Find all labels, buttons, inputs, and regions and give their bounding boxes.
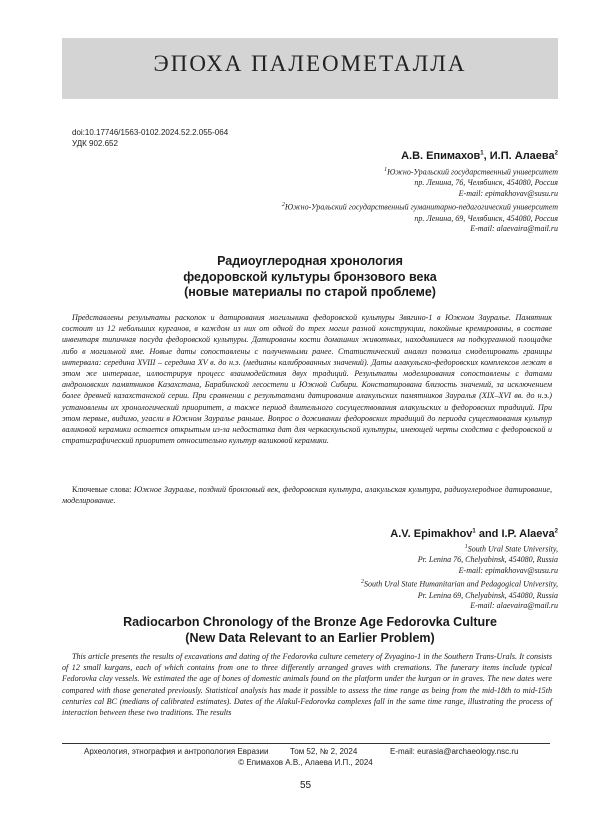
aff-email[interactable]: E-mail: epimakhovav@susu.ru: [458, 566, 558, 576]
footer-copyright: © Епимахов А.В., Алаева И.П., 2024: [238, 758, 373, 767]
en-article-title: Radiocarbon Chronology of the Bronze Age Fedorovka Culture (New Data Relevant to an Earlier Problem): [123, 615, 497, 645]
aff-email[interactable]: E-mail: epimakhovav@susu.ru: [458, 189, 558, 199]
aff-email[interactable]: E-mail: alaevaira@mail.ru: [470, 224, 558, 234]
aff-line: пр. Ленина, 69, Челябинск, 454080, Россия: [414, 213, 558, 223]
aff-line: Pr. Lenina 76, Chelyabinsk, 454080, Russia: [417, 555, 558, 565]
aff-line: Pr. Lenina 69, Chelyabinsk, 454080, Russia: [417, 590, 558, 600]
en-authors: A.V. Epimakhov$^1$ and I.P. Alaeva$^2$: [390, 528, 558, 540]
ru-keywords: [62, 484, 552, 506]
section-banner: [62, 38, 558, 99]
ru-author-1: А.В. Епимахов: [401, 150, 481, 162]
aff-line: $^2$South Ural State Humanitarian and Pedagogical University,: [361, 579, 558, 589]
ru-affiliations: [282, 165, 558, 235]
en-author-1: A.V. Epimakhov: [390, 528, 473, 540]
aff-line: пр. Ленина, 76, Челябинск, 454080, Россия: [414, 178, 558, 188]
footer-email[interactable]: E-mail: eurasia@archaeology.nsc.ru: [390, 747, 519, 756]
udc-code: УДК 902.652: [72, 139, 118, 148]
page-number: 55: [299, 780, 312, 791]
section-title: ЭПОХА ПАЛЕОМЕТАЛЛА: [153, 51, 467, 76]
keywords-label: Ключевые слова:: [72, 485, 134, 494]
aff-line: $^1$Южно-Уральский государственный университет: [384, 167, 558, 177]
aff-line: $^2$Южно-Уральский государственный гуманитарно-педагогический университет: [281, 202, 558, 212]
footer-volume: Том 52, № 2, 2024: [290, 747, 358, 756]
ru-abstract: Представлены результаты раскопок и датирования могильника федоровской культуры Звягино-1 в Южном Зауралье. Памятник состоит из 12 небольших курганов, в каждом из них от одной до трех могил разной конструкции, покойные кремированы, в составе инвентаря типичная посуда федоровской культуры. Датированы кости домашних животных, находившиеся на подкурганной площадке либо в могильной яме. Новые даты сопоставлены с полученными ранее. Статистический анализ позволил смоделировать границы интервала: середина XVIII – середина XV в. до н.э. (медианы калиброванных значений). Даты алакульско-федоровских комплексов лежат в этом же интервале, иллюстрируя процесс взаимодействия двух традиций. Результаты моделирования сопоставлены с датами андроновских памятников Казахстана, Барабинской лесостепи и Южной Сибири. Констатирована близость значений, за исключением более древней казахстанской серии. При сравнении с результатами датирования алакульских памятников Зауралья (XIX–XVI вв. до н.э.) установлены их хронологический приоритет, а также период длительного сосуществования алакульских и федоровских традиций. При этом первые, видимо, угасли в Южном Зауралье раньше. Вопрос о доживании федоровских традиций до периода существования культур валиковой керамики остается открытым из-за недостатка дат для черкаскульской культуры, имеющей черты сходства с федоровской и стратиграфический приоритет относительно культур валиковой керамики.: [62, 313, 552, 446]
ru-article-title: Радиоуглеродная хронология федоровской культуры бронзового века (новые материалы по старой проблеме): [183, 254, 437, 299]
footer-journal: Археология, этнография и антропология Евразии: [84, 747, 269, 756]
ru-authors: А.В. Епимахов$^1$, И.П. Алаева$^2$: [401, 150, 558, 162]
aff-email[interactable]: E-mail: alaevaira@mail.ru: [470, 601, 558, 611]
ru-author-2: И.П. Алаева: [489, 150, 555, 162]
footer-divider: [62, 743, 550, 744]
doi[interactable]: doi:10.17746/1563-0102.2024.52.2.055-064: [72, 128, 229, 137]
en-affiliations: [361, 542, 558, 612]
en-abstract: This article presents the results of excavations and dating of the Fedorovka culture cemetery of Zvyagino-1 in the Southern Trans-Urals. It consists of 12 small kurgans, each of which contains from one to three differently arranged graves with cremations. The funerary items include typical Fedorovka clay vessels. We estimated the age of bones of domestic animals found on the platform under the kurgan or in graves. The new dates were compared with those generated previously. Statistical analysis has made it possible to assess the time range as being from the mid-18th to mid-15th centuries cal BC (medians of calibrated estimates). Dates of the Alakul-Fedorovka complexes fall in the same time range, illustrating the process of interaction between these two traditions. The results: [62, 652, 552, 718]
en-author-2: I.P. Alaeva: [501, 528, 555, 540]
keywords-text: Южное Зауралье, поздний бронзовый век, федоровская культура, алакульская культура, радиоуглеродное датирование, моделирование.: [62, 485, 552, 506]
aff-line: $^1$South Ural State University,: [464, 544, 558, 554]
